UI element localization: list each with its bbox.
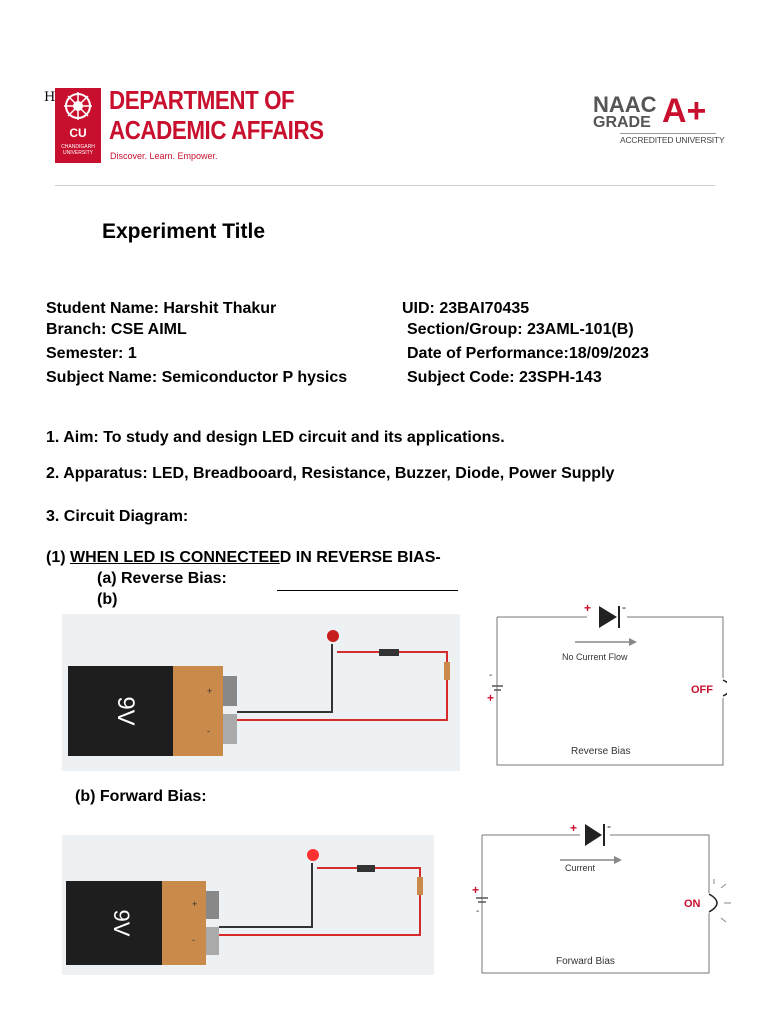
reverse-flow-label: No Current Flow [562,652,628,662]
battery-label: 9V [112,696,139,726]
grade-mark: A+ [662,92,707,130]
subject-code: Subject Code: 23SPH-143 [407,369,602,386]
svg-text:+: + [472,883,480,897]
svg-text:-: - [607,819,611,833]
section1-heading [46,549,441,567]
svg-text:-: - [192,935,195,945]
stray-character: H [44,90,56,105]
university-logo [55,88,101,163]
reverse-bias-schematic [487,598,727,770]
led-icon [327,630,339,642]
header-divider [55,185,715,186]
reverse-state-label: OFF [691,684,713,696]
student-uid: UID: 23BAI70435 [402,300,530,317]
diode-component [357,865,375,872]
svg-text:+: + [192,899,198,909]
forward-state-label: ON [684,898,701,910]
student-branch: Branch: CSE AIML [46,321,187,338]
svg-text:-: - [207,726,210,736]
aim-item: 1. Aim: To study and design LED circuit and its applications. [46,429,505,446]
accreditation-label: ACCREDITED UNIVERSITY [620,135,725,145]
subject-name: Subject Name: Semiconductor P hysics [46,369,348,386]
svg-text:+: + [584,601,592,615]
university-emblem-icon [55,88,101,126]
grade-label: GRADE [593,114,651,131]
reverse-bias-circuit-photo [62,614,460,771]
svg-text:+: + [570,821,578,835]
logo-name: CHANDIGARH UNIVERSITY [61,144,95,156]
svg-text:+: + [207,686,213,696]
led-icon [307,849,319,861]
bulb-off-icon [723,680,727,696]
diode-symbol-icon [585,824,602,846]
forward-flow-label: Current [565,863,596,873]
reverse-bias-label: (a) Reverse Bias: [97,570,227,587]
svg-text:-: - [622,600,626,614]
section1-rest: D IN REVERSE BIAS- [279,549,441,566]
circuit-diagram-heading: 3. Circuit Diagram: [46,508,189,525]
battery-cap [162,881,206,965]
forward-caption: Forward Bias [556,956,615,967]
svg-text:+: + [487,691,495,705]
svg-text:-: - [489,670,493,681]
reverse-schematic-drawing [487,598,727,770]
apparatus-item: 2. Apparatus: LED, Breadbooard, Resistance, Buzzer, Diode, Power Supply [46,465,615,482]
naac-label: NAAC [593,92,657,117]
svg-text:-: - [476,906,480,917]
bulb-on-icon [709,894,717,912]
battery-cap [173,666,223,756]
reverse-caption: Reverse Bias [571,746,631,757]
student-section: Section/Group: 23AML-101(B) [407,321,634,338]
sub-b-label: (b) [97,591,118,608]
performance-date: Date of Performance:18/09/2023 [407,345,649,362]
forward-bias-circuit-photo [62,835,434,975]
reverse-circuit-drawing [62,614,460,771]
accreditation-divider [620,133,716,134]
student-semester: Semester: 1 [46,345,137,362]
resistor-component [444,662,450,680]
diode-component [379,649,399,656]
tagline: Discover. Learn. Empower. [110,151,218,161]
department-title-line2: ACADEMIC AFFAIRS [109,115,324,145]
forward-circuit-drawing [62,835,434,975]
forward-bias-label: (b) Forward Bias: [75,788,207,805]
section1-prefix: (1) [46,549,70,566]
diode-symbol-icon [599,606,617,628]
forward-schematic-drawing [468,818,738,978]
student-name: Student Name: Harshit Thakur [46,300,277,317]
blank-underline [277,590,458,591]
forward-bias-schematic [468,818,738,978]
resistor-component [417,877,423,895]
battery-label: 9V [109,909,134,937]
department-title-line1: DEPARTMENT OF [109,85,295,115]
logo-abbr: CU [69,126,87,140]
section1-underlined: WHEN LED IS CONNECTEE [70,549,280,566]
experiment-title: Experiment Title [102,220,265,243]
